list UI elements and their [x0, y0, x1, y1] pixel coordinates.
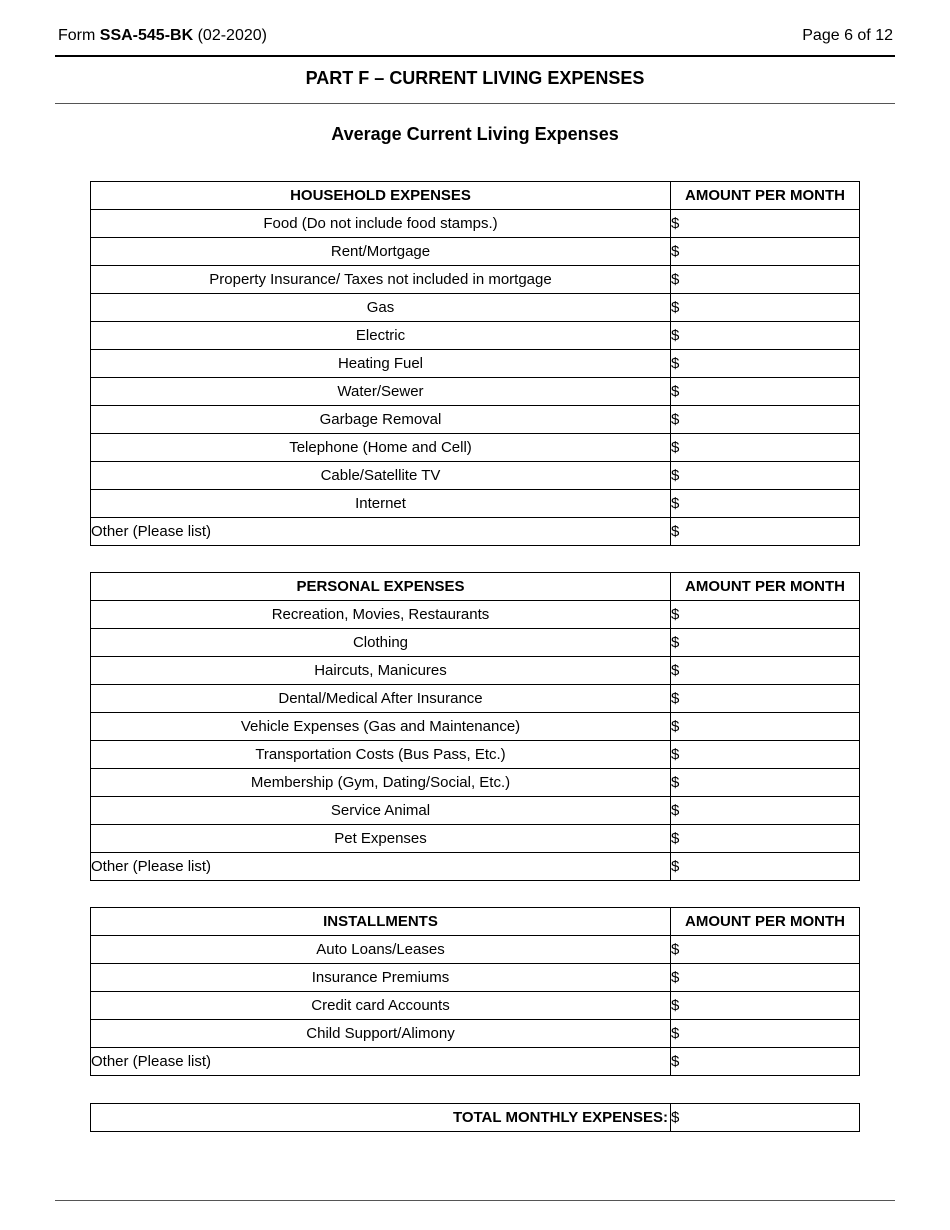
- table-header-row: [91, 182, 860, 210]
- table-row: [91, 238, 860, 266]
- table-header-row: [91, 573, 860, 601]
- section-subtitle: Average Current Living Expenses: [331, 124, 619, 144]
- amount-field[interactable]: $: [671, 713, 860, 741]
- part-title: PART F – CURRENT LIVING EXPENSES: [305, 68, 645, 88]
- table-row: [91, 406, 860, 434]
- expense-label: Garbage Removal: [91, 406, 671, 434]
- expense-label[interactable]: Other (Please list): [91, 1048, 671, 1076]
- household-expenses-table: [90, 181, 860, 546]
- form-date: (02-2020): [193, 27, 267, 44]
- table-row: [91, 992, 860, 1020]
- expense-label: Electric: [91, 322, 671, 350]
- expense-label: Credit card Accounts: [91, 992, 671, 1020]
- amount-field[interactable]: $: [671, 294, 860, 322]
- table-row: [91, 210, 860, 238]
- table-row: [91, 378, 860, 406]
- expense-label: Clothing: [91, 629, 671, 657]
- amount-field[interactable]: $: [671, 1048, 860, 1076]
- expense-label: Auto Loans/Leases: [91, 936, 671, 964]
- amount-field[interactable]: $: [671, 490, 860, 518]
- expense-label: Membership (Gym, Dating/Social, Etc.): [91, 769, 671, 797]
- expense-label: Food (Do not include food stamps.): [91, 210, 671, 238]
- table-row: [91, 518, 860, 546]
- table-row: [91, 964, 860, 992]
- expense-label: Internet: [91, 490, 671, 518]
- footer-divider: [55, 1200, 895, 1201]
- header-divider: [55, 55, 895, 57]
- table-row: [91, 322, 860, 350]
- personal-expenses-table: [90, 572, 860, 881]
- total-table: [90, 1103, 860, 1132]
- amount-field[interactable]: $: [671, 601, 860, 629]
- table-row: [91, 685, 860, 713]
- expense-label: Vehicle Expenses (Gas and Maintenance): [91, 713, 671, 741]
- expense-label: Pet Expenses: [91, 825, 671, 853]
- amount-field[interactable]: $: [671, 964, 860, 992]
- installments-header: INSTALLMENTS: [91, 908, 671, 936]
- expense-label: Dental/Medical After Insurance: [91, 685, 671, 713]
- table-row: [91, 350, 860, 378]
- installments-table: [90, 907, 860, 1076]
- expense-label: Transportation Costs (Bus Pass, Etc.): [91, 741, 671, 769]
- amount-field[interactable]: $: [671, 518, 860, 546]
- expense-label[interactable]: Other (Please list): [91, 518, 671, 546]
- table-row: [91, 266, 860, 294]
- expense-label: Recreation, Movies, Restaurants: [91, 601, 671, 629]
- total-row: [91, 1104, 860, 1132]
- form-prefix: Form: [58, 27, 100, 44]
- amount-header: AMOUNT PER MONTH: [671, 573, 860, 601]
- amount-field[interactable]: $: [671, 1020, 860, 1048]
- form-identifier: [58, 27, 267, 45]
- title-divider: [55, 103, 895, 104]
- amount-field[interactable]: $: [671, 936, 860, 964]
- amount-field[interactable]: $: [671, 797, 860, 825]
- expense-label: Child Support/Alimony: [91, 1020, 671, 1048]
- amount-field[interactable]: $: [671, 741, 860, 769]
- amount-field[interactable]: $: [671, 266, 860, 294]
- page-number: Page 6 of 12: [802, 27, 893, 44]
- expense-label: Gas: [91, 294, 671, 322]
- amount-field[interactable]: $: [671, 434, 860, 462]
- table-row: [91, 629, 860, 657]
- amount-field[interactable]: $: [671, 322, 860, 350]
- personal-header: PERSONAL EXPENSES: [91, 573, 671, 601]
- table-row: [91, 1020, 860, 1048]
- table-row: [91, 462, 860, 490]
- amount-field[interactable]: $: [671, 825, 860, 853]
- amount-field[interactable]: $: [671, 657, 860, 685]
- amount-field[interactable]: $: [671, 685, 860, 713]
- expense-label: Telephone (Home and Cell): [91, 434, 671, 462]
- table-row: [91, 741, 860, 769]
- table-header-row: [91, 908, 860, 936]
- table-row: [91, 797, 860, 825]
- expense-label: Property Insurance/ Taxes not included in mortgage: [91, 266, 671, 294]
- expense-label: Insurance Premiums: [91, 964, 671, 992]
- table-row: [91, 769, 860, 797]
- total-label: TOTAL MONTHLY EXPENSES:: [91, 1104, 671, 1132]
- amount-field[interactable]: $: [671, 769, 860, 797]
- amount-field[interactable]: $: [671, 992, 860, 1020]
- form-number: SSA-545-BK: [99, 27, 194, 44]
- total-amount-field[interactable]: $: [671, 1104, 860, 1132]
- expense-label[interactable]: Other (Please list): [91, 853, 671, 881]
- expense-label: Cable/Satellite TV: [91, 462, 671, 490]
- table-row: [91, 294, 860, 322]
- expense-label: Rent/Mortgage: [91, 238, 671, 266]
- amount-field[interactable]: $: [671, 462, 860, 490]
- table-row: [91, 434, 860, 462]
- expense-label: Haircuts, Manicures: [91, 657, 671, 685]
- household-header: HOUSEHOLD EXPENSES: [91, 182, 671, 210]
- amount-field[interactable]: $: [671, 350, 860, 378]
- expense-label: Heating Fuel: [91, 350, 671, 378]
- expense-label: Water/Sewer: [91, 378, 671, 406]
- amount-field[interactable]: $: [671, 378, 860, 406]
- amount-field[interactable]: $: [671, 629, 860, 657]
- table-row: [91, 936, 860, 964]
- table-row: [91, 853, 860, 881]
- amount-header: AMOUNT PER MONTH: [671, 908, 860, 936]
- table-row: [91, 657, 860, 685]
- amount-header: AMOUNT PER MONTH: [671, 182, 860, 210]
- amount-field[interactable]: $: [671, 406, 860, 434]
- expense-label: Service Animal: [91, 797, 671, 825]
- table-row: [91, 1048, 860, 1076]
- table-row: [91, 825, 860, 853]
- amount-field[interactable]: $: [671, 238, 860, 266]
- page-header: [58, 27, 893, 49]
- amount-field[interactable]: $: [671, 853, 860, 881]
- amount-field[interactable]: $: [671, 210, 860, 238]
- table-row: [91, 490, 860, 518]
- table-row: [91, 713, 860, 741]
- table-row: [91, 601, 860, 629]
